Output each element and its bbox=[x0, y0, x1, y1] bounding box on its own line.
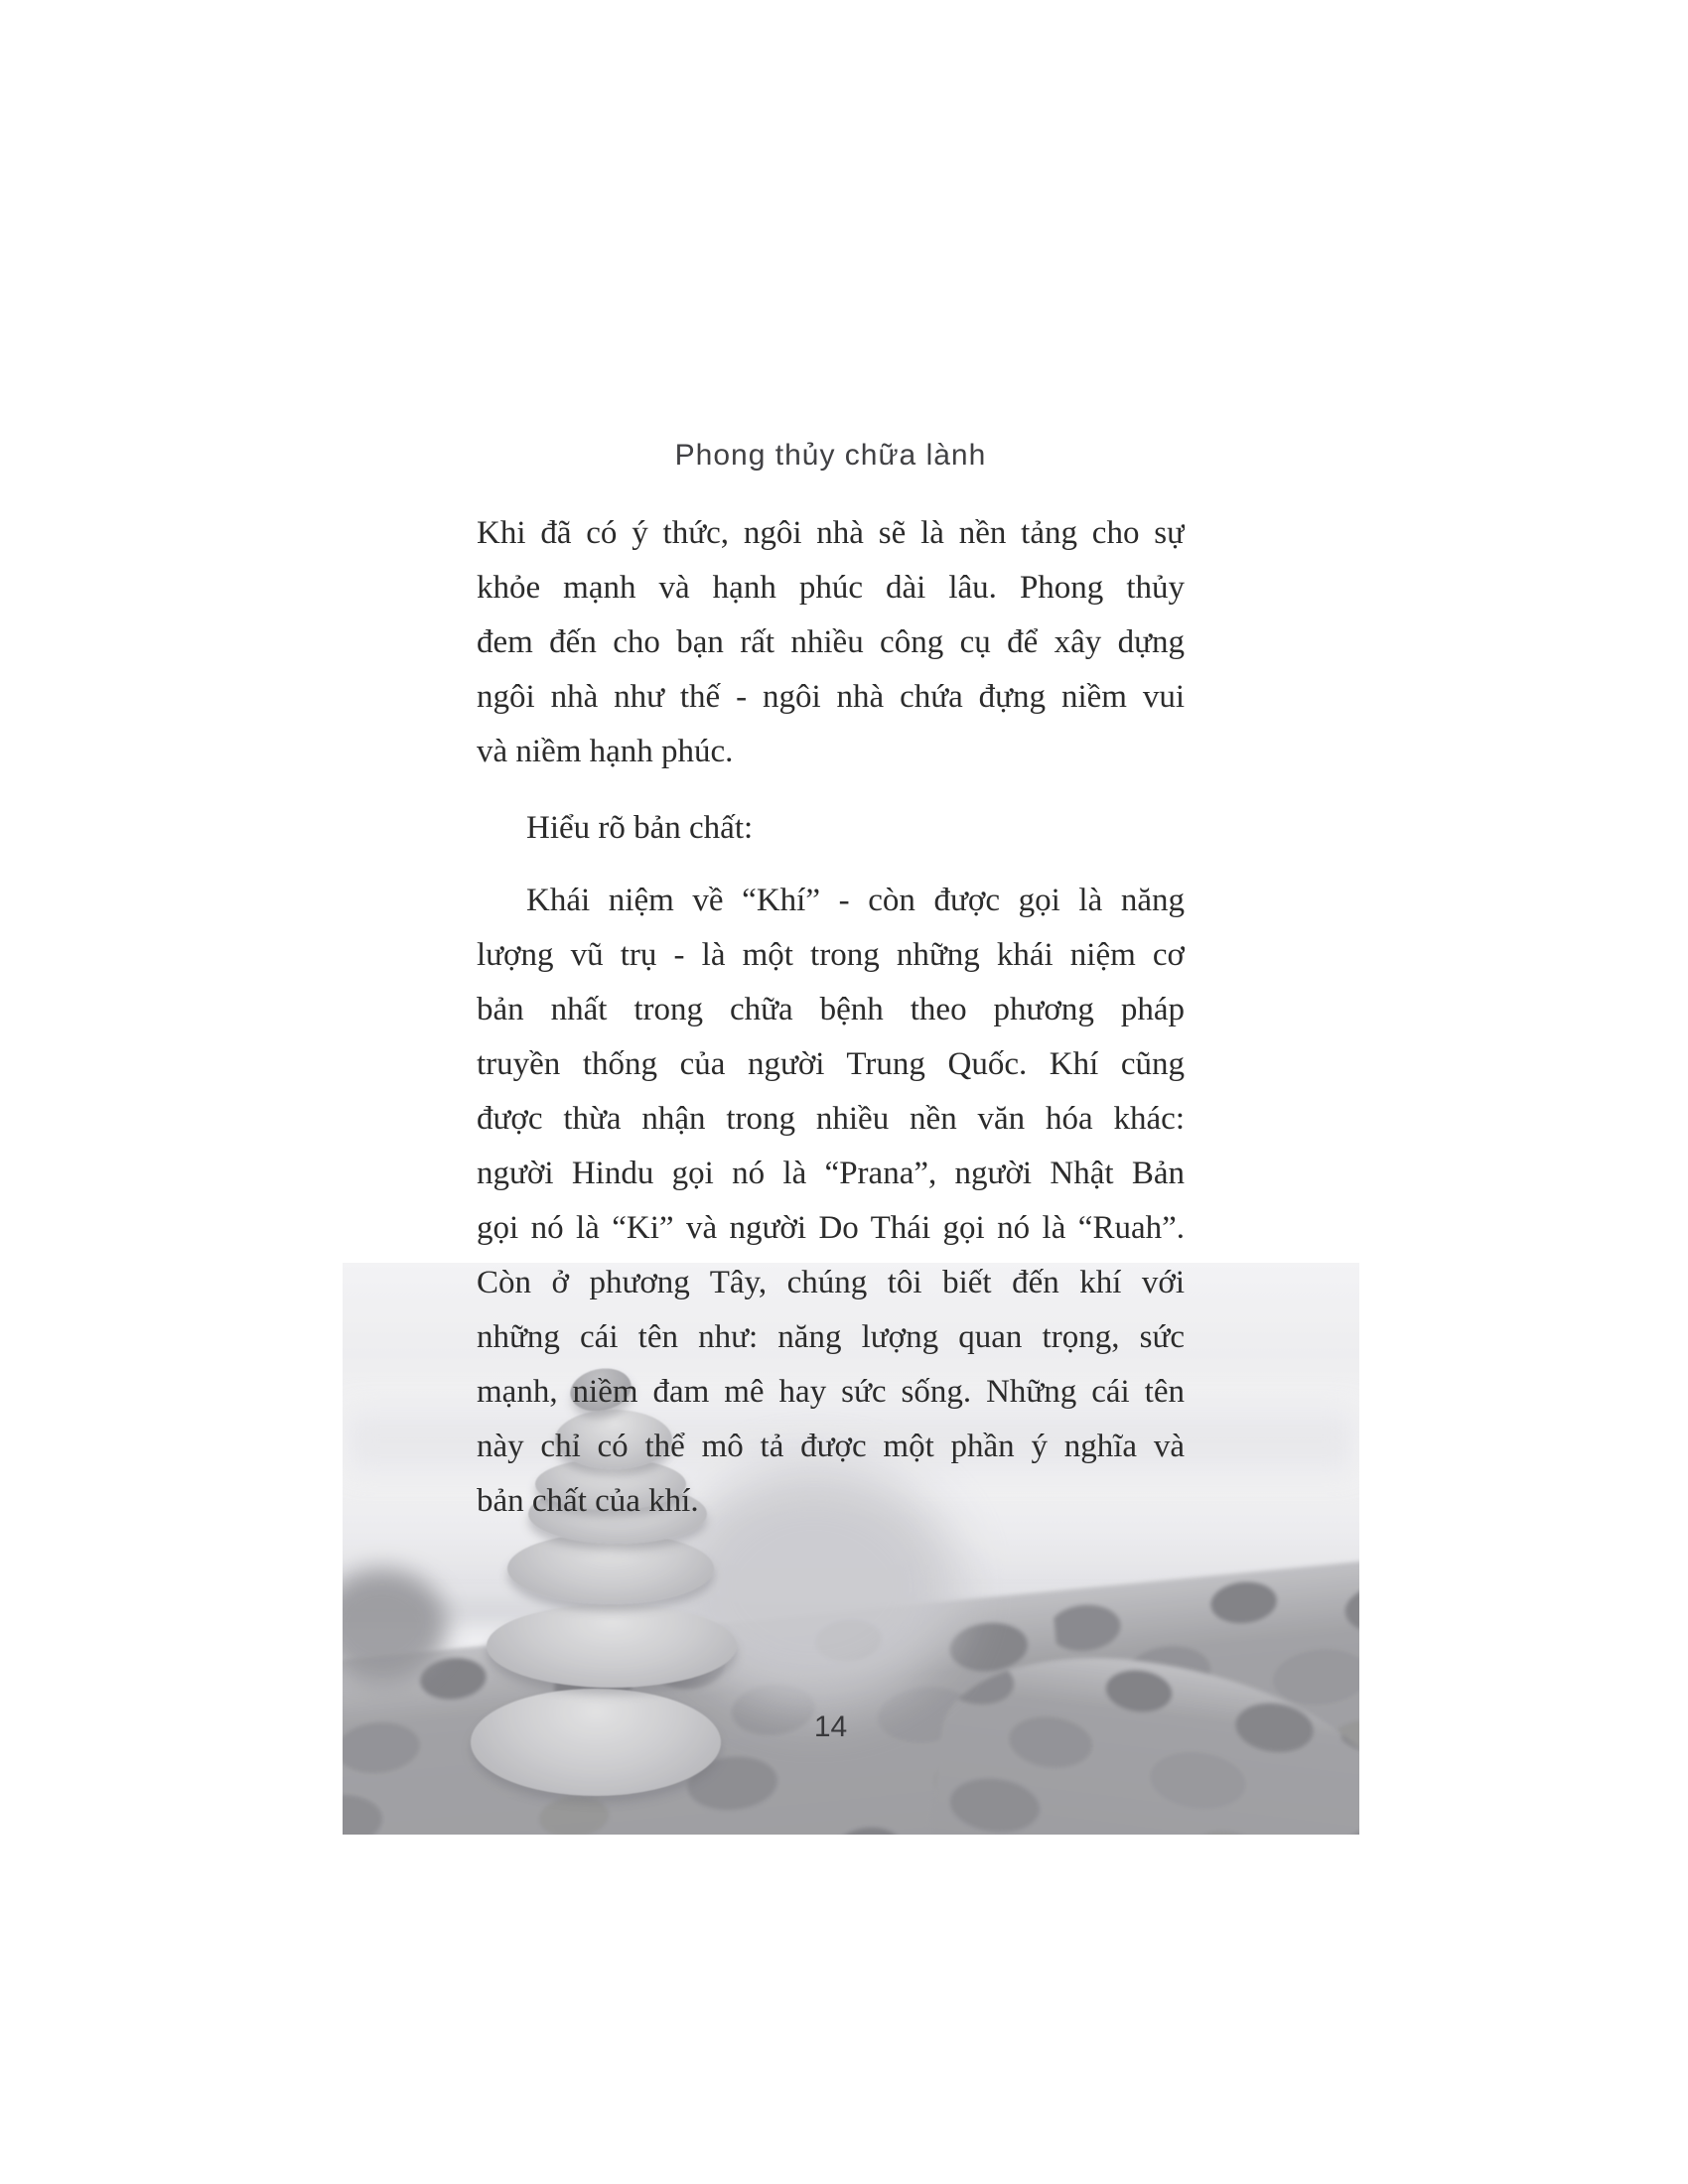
text-line: và niềm hạnh phúc. bbox=[477, 734, 734, 769]
text-line: ngôi nhà như thế - ngôi nhà chứa đựng niềm vui bbox=[477, 679, 1185, 715]
paragraph-2 bbox=[477, 874, 1185, 1529]
text-line: khỏe mạnh và hạnh phúc dài lâu. Phong thủy bbox=[477, 570, 1185, 606]
page-number: 14 bbox=[813, 1710, 848, 1743]
text-line: được thừa nhận trong nhiều nền văn hóa khác: bbox=[477, 1101, 1185, 1137]
text-line: truyền thống của người Trung Quốc. Khí cũng bbox=[477, 1046, 1185, 1082]
section-heading: Hiểu rõ bản chất: bbox=[526, 810, 754, 846]
text-line: Khái niệm về “Khí” - còn được gọi là năng bbox=[526, 883, 1185, 918]
running-head: Phong thủy chữa lành bbox=[674, 439, 987, 472]
text-line: Khi đã có ý thức, ngôi nhà sẽ là nền tảng cho sự bbox=[477, 515, 1185, 551]
text-line: gọi nó là “Ki” và người Do Thái gọi nó là “Ruah”. bbox=[477, 1210, 1185, 1246]
text-line: này chỉ có thể mô tả được một phần ý nghĩa và bbox=[477, 1429, 1185, 1464]
text-line: đem đến cho bạn rất nhiều công cụ để xây dựng bbox=[477, 624, 1185, 660]
text-line: những cái tên như: năng lượng quan trọng, sức bbox=[477, 1319, 1185, 1355]
text-line: bản nhất trong chữa bệnh theo phương pháp bbox=[477, 992, 1185, 1027]
paragraph-1 bbox=[477, 506, 1185, 779]
text-line: mạnh, niềm đam mê hay sức sống. Những cái tên bbox=[477, 1374, 1185, 1410]
stack-stone-6 bbox=[487, 1604, 737, 1688]
text-line: Còn ở phương Tây, chúng tôi biết đến khí với bbox=[477, 1265, 1185, 1300]
body-text bbox=[477, 506, 1185, 1529]
text-line: người Hindu gọi nó là “Prana”, người Nhật Bản bbox=[477, 1156, 1185, 1191]
text-line: bản chất của khí. bbox=[477, 1483, 699, 1519]
text-line: lượng vũ trụ - là một trong những khái niệm cơ bbox=[477, 937, 1185, 973]
